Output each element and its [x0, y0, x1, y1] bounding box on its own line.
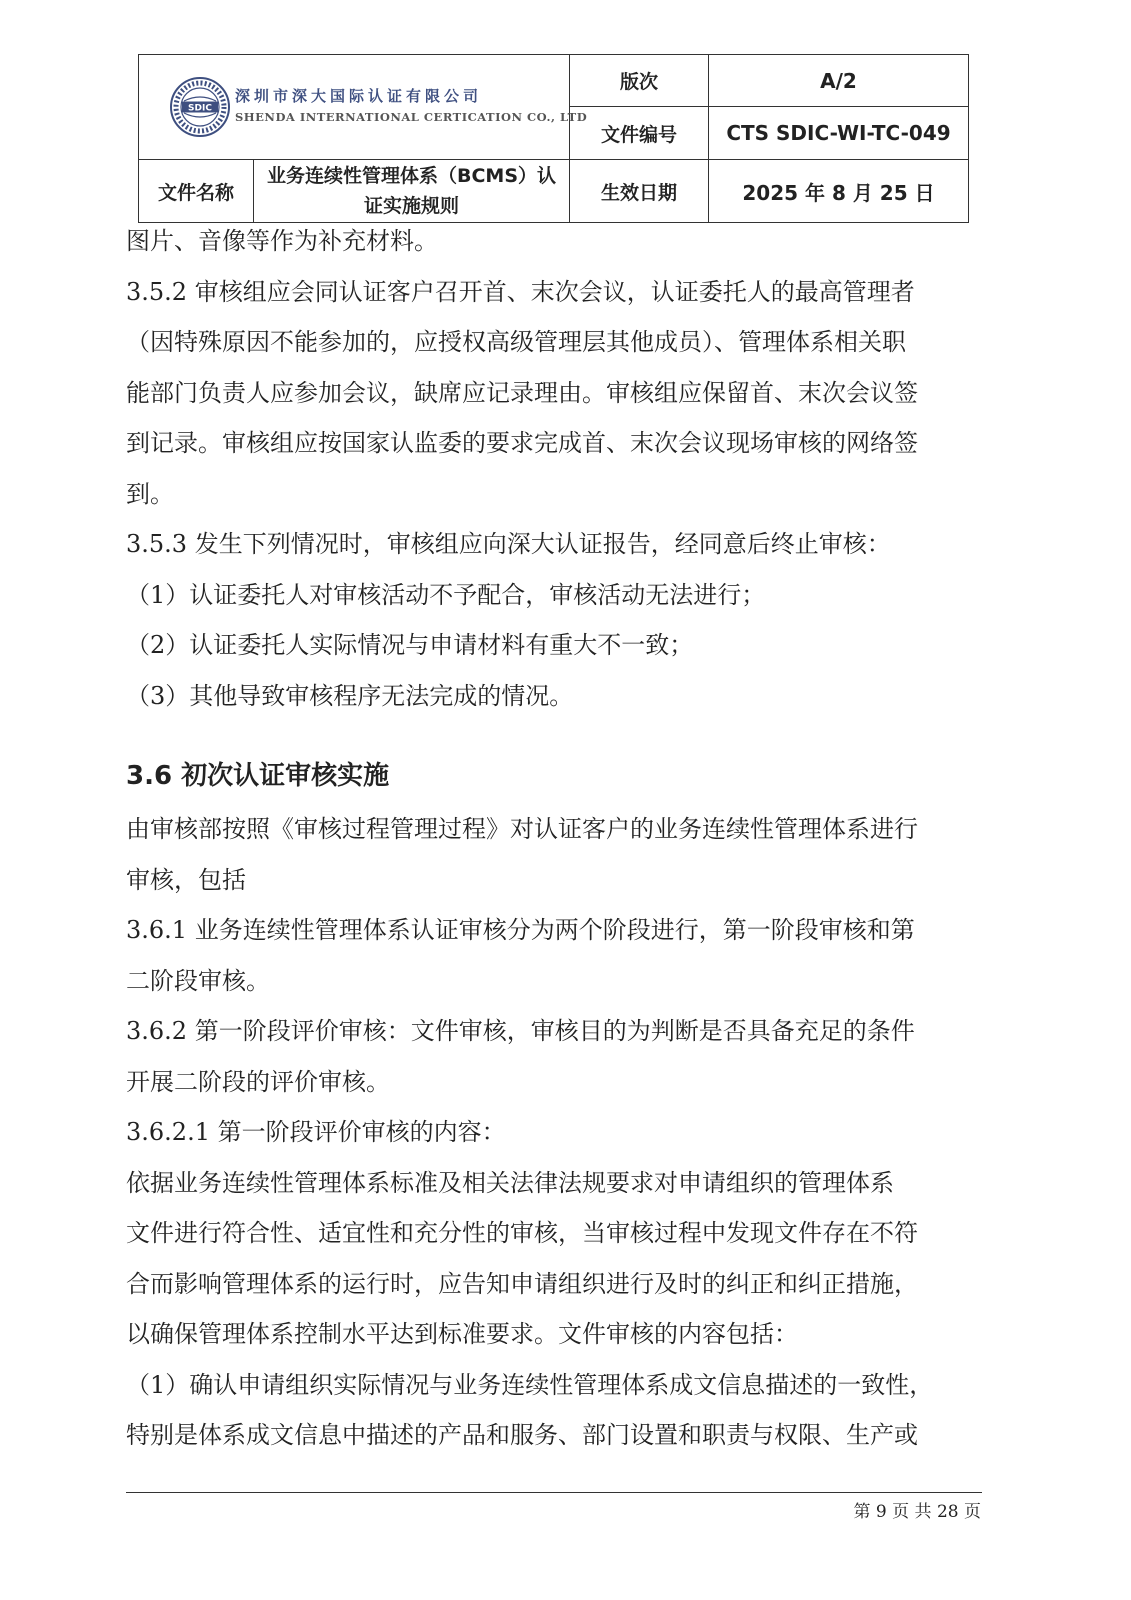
company-name-en: SHENDA INTERNATIONAL CERTICATION CO., LTD [235, 109, 588, 124]
version-label: 版次 [570, 55, 709, 107]
doc-number-label: 文件编号 [570, 107, 709, 160]
body-line: 二阶段审核。 [126, 966, 270, 995]
body-line: （1）认证委托人对审核活动不予配合，审核活动无法进行； [126, 580, 766, 609]
body-line: 到记录。审核组应按国家认监委的要求完成首、末次会议现场审核的网络签 [126, 429, 918, 457]
body-line: 依据业务连续性管理体系标准及相关法律法规要求对申请组织的管理体系 [126, 1168, 894, 1197]
body-line: 3.5.2 审核组应会同认证客户召开首、末次会议，认证委托人的最高管理者 [126, 277, 915, 306]
seal-text: SDIC [188, 103, 212, 114]
doc-name-label: 文件名称 [139, 160, 254, 223]
body-line: 合而影响管理体系的运行时，应告知申请组织进行及时的纠正和纠正措施， [126, 1269, 918, 1298]
body-line: 以确保管理体系控制水平达到标准要求。文件审核的内容包括： [126, 1320, 798, 1348]
body-line: 开展二阶段的评价审核。 [126, 1067, 390, 1096]
body-line: （因特殊原因不能参加的，应授权高级管理层其他成员）、管理体系相关职 [126, 328, 906, 356]
footer-divider [126, 1492, 982, 1493]
body-line: 到。 [126, 479, 174, 508]
document-body [126, 226, 986, 1471]
company-name-cn: 深圳市深大国际认证有限公司 [235, 86, 483, 105]
body-line: 审核，包括 [126, 865, 246, 894]
body-line: 由审核部按照《审核过程管理过程》对认证客户的业务连续性管理体系进行 [126, 815, 918, 843]
body-line: 3.6.1 业务连续性管理体系认证审核分为两个阶段进行，第一阶段审核和第 [126, 916, 915, 944]
doc-name-value: 业务连续性管理体系（BCMS）认证实施规则 [254, 160, 570, 223]
body-line: 3.6.2.1 第一阶段评价审核的内容： [126, 1118, 506, 1146]
body-line: （3）其他导致审核程序无法完成的情况。 [126, 681, 574, 710]
body-line: 3.6.2 第一阶段评价审核：文件审核，审核目的为判断是否具备充足的条件 [126, 1017, 915, 1045]
body-line: 3.5.3 发生下列情况时，审核组应向深大认证报告，经同意后终止审核： [126, 530, 891, 558]
doc-number-value: CTS SDIC-WI-TC-049 [709, 107, 969, 160]
body-line: （1）确认申请组织实际情况与业务连续性管理体系成文信息描述的一致性， [126, 1370, 934, 1399]
company-seal-icon [169, 76, 231, 138]
body-line: （2）认证委托人实际情况与申请材料有重大不一致； [126, 631, 694, 659]
body-line: 特别是体系成文信息中描述的产品和服务、部门设置和职责与权限、生产或 [126, 1421, 918, 1449]
effective-date-value: 2025 年 8 月 25 日 [709, 160, 969, 223]
effective-date-label: 生效日期 [570, 160, 709, 223]
document-header-table [138, 54, 969, 223]
body-line: 能部门负责人应参加会议，缺席应记录理由。审核组应保留首、末次会议签 [126, 378, 918, 407]
company-logo-cell [139, 55, 588, 160]
section-heading: 3.6 初次认证审核实施 [126, 761, 390, 791]
version-value: A/2 [709, 55, 969, 107]
body-line: 图片、音像等作为补充材料。 [126, 227, 438, 255]
page-number: 第 9 页 共 28 页 [853, 1502, 981, 1522]
body-line: 文件进行符合性、适宜性和充分性的审核，当审核过程中发现文件存在不符 [126, 1219, 918, 1247]
